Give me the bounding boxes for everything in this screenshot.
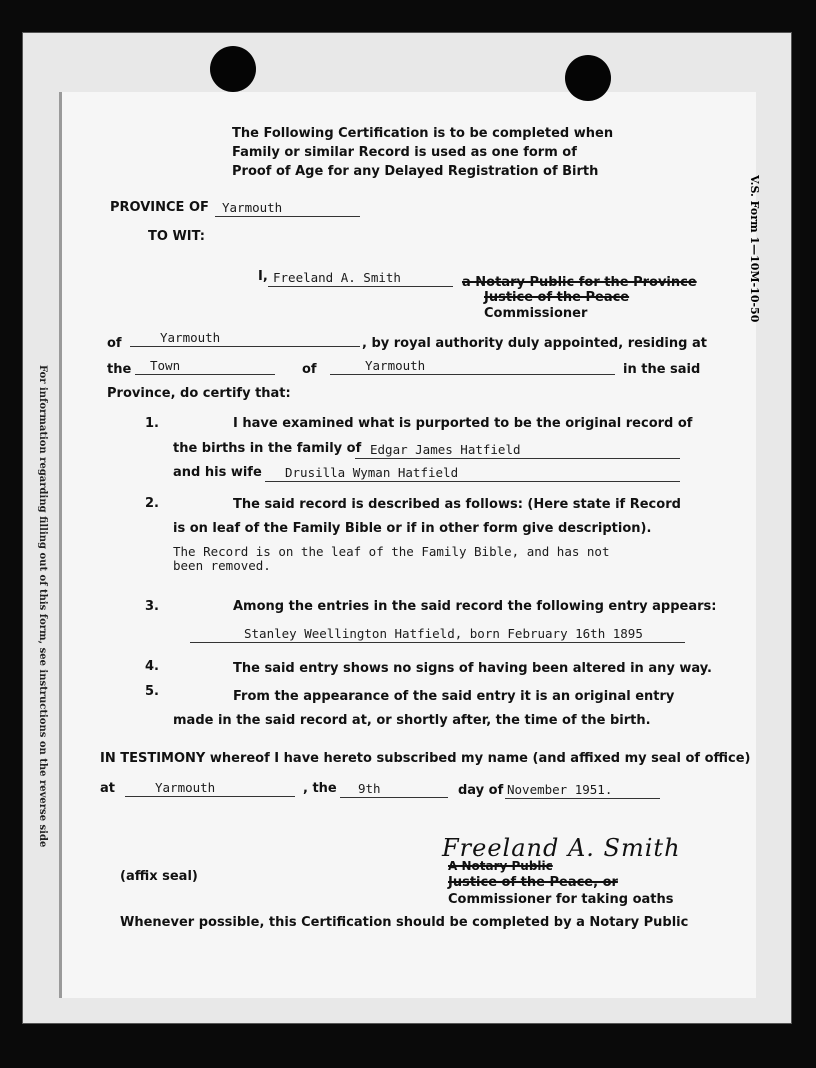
- testimony-bold: IN TESTIMONY: [100, 751, 206, 766]
- item-1-number: 1.: [145, 416, 159, 431]
- jp-struck: Justice of the Peace: [484, 290, 630, 305]
- item-4-text: The said entry shows no signs of having been altered in any way.: [233, 661, 712, 676]
- the-underline: [135, 374, 275, 375]
- item-3-number: 3.: [145, 599, 159, 614]
- item-5-number: 5.: [145, 684, 159, 699]
- of-label: of: [107, 336, 122, 351]
- item-3-text: Among the entries in the said record the following entry appears:: [233, 599, 717, 614]
- province-label: PROVINCE OF: [110, 200, 209, 215]
- mother-underline: [265, 481, 680, 482]
- province-certify: Province, do certify that:: [107, 386, 291, 401]
- affix-seal: (affix seal): [120, 869, 198, 884]
- month-year-value: November 1951.: [507, 782, 613, 797]
- item-1-text-b: the births in the family of: [173, 441, 362, 456]
- of2-underline: [330, 374, 615, 375]
- province-value: Yarmouth: [222, 200, 283, 215]
- the-day-label: , the: [303, 781, 337, 796]
- header-line-2: Family or similar Record is used as one form of: [232, 145, 577, 160]
- province-underline: [215, 216, 360, 217]
- of-underline: [130, 346, 360, 347]
- item-2-text-a: The said record is described as follows: (Here state if Record: [233, 497, 681, 512]
- father-underline: [355, 458, 680, 459]
- month-underline: [505, 798, 660, 799]
- item-2-number: 2.: [145, 496, 159, 511]
- father-name: Edgar James Hatfield: [370, 442, 521, 457]
- item-1-text-c: and his wife: [173, 465, 262, 480]
- form-number: V.S. Form 1—10M-10-50: [748, 175, 761, 323]
- at-underline: [125, 796, 295, 797]
- item-4-number: 4.: [145, 659, 159, 674]
- day-value: 9th: [358, 781, 381, 796]
- to-wit-label: TO WIT:: [148, 229, 205, 244]
- of-value: Yarmouth: [160, 330, 221, 345]
- of2-label: of: [302, 362, 317, 377]
- of2-value: Yarmouth: [365, 358, 426, 373]
- entry-underline: [190, 642, 685, 643]
- day-of-label: day of: [458, 783, 504, 798]
- item-5-text-b: made in the said record at, or shortly after, the time of the birth.: [173, 713, 651, 728]
- side-instructions: For information regarding filling out of this form, see instructions on the reverse side: [37, 365, 48, 848]
- record-description-1: The Record is on the leaf of the Family Bible, and has not: [173, 544, 610, 559]
- header-line-3: Proof of Age for any Delayed Registration of Birth: [232, 164, 599, 179]
- appointed-text: , by royal authority duly appointed, residing at: [362, 336, 707, 351]
- commissioner-label: Commissioner: [484, 306, 588, 321]
- i-label: I,: [258, 269, 268, 284]
- punch-hole-left: [210, 46, 256, 92]
- record-description-2: been removed.: [173, 558, 271, 573]
- the-value: Town: [150, 358, 181, 373]
- certifier-name: Freeland A. Smith: [273, 270, 401, 285]
- punch-hole-right: [565, 55, 611, 101]
- signature: Freeland A. Smith: [442, 834, 681, 862]
- day-underline: [340, 797, 448, 798]
- birth-entry: Stanley Weellington Hatfield, born February 16th 1895: [244, 626, 643, 641]
- header-line-1: The Following Certification is to be completed when: [232, 126, 614, 141]
- mother-name: Drusilla Wyman Hatfield: [285, 465, 459, 480]
- notary-struck: a Notary Public for the Province: [462, 275, 697, 290]
- at-value: Yarmouth: [155, 780, 216, 795]
- the-label: the: [107, 362, 132, 377]
- sig-jp-line: [448, 875, 618, 890]
- item-5-text-a: From the appearance of the said entry it is an original entry: [233, 689, 675, 704]
- testimony-rest: whereof I have hereto subscribed my name (and affixed my seal of office): [209, 751, 751, 766]
- sig-jp-struck: Justice of the Peace, or: [448, 875, 618, 890]
- sig-commissioner: Commissioner for taking oaths: [448, 892, 674, 907]
- item-2-text-b: is on leaf of the Family Bible or if in other form give description).: [173, 521, 652, 536]
- at-label: at: [100, 781, 115, 796]
- item-1-text-a: I have examined what is purported to be the original record of: [233, 416, 693, 431]
- testimony-line: [100, 751, 750, 766]
- sig-notary-struck: A Notary Public: [448, 859, 553, 873]
- in-said-label: in the said: [623, 362, 701, 377]
- footer-note: Whenever possible, this Certification should be completed by a Notary Public: [120, 915, 689, 930]
- name-underline: [268, 286, 453, 287]
